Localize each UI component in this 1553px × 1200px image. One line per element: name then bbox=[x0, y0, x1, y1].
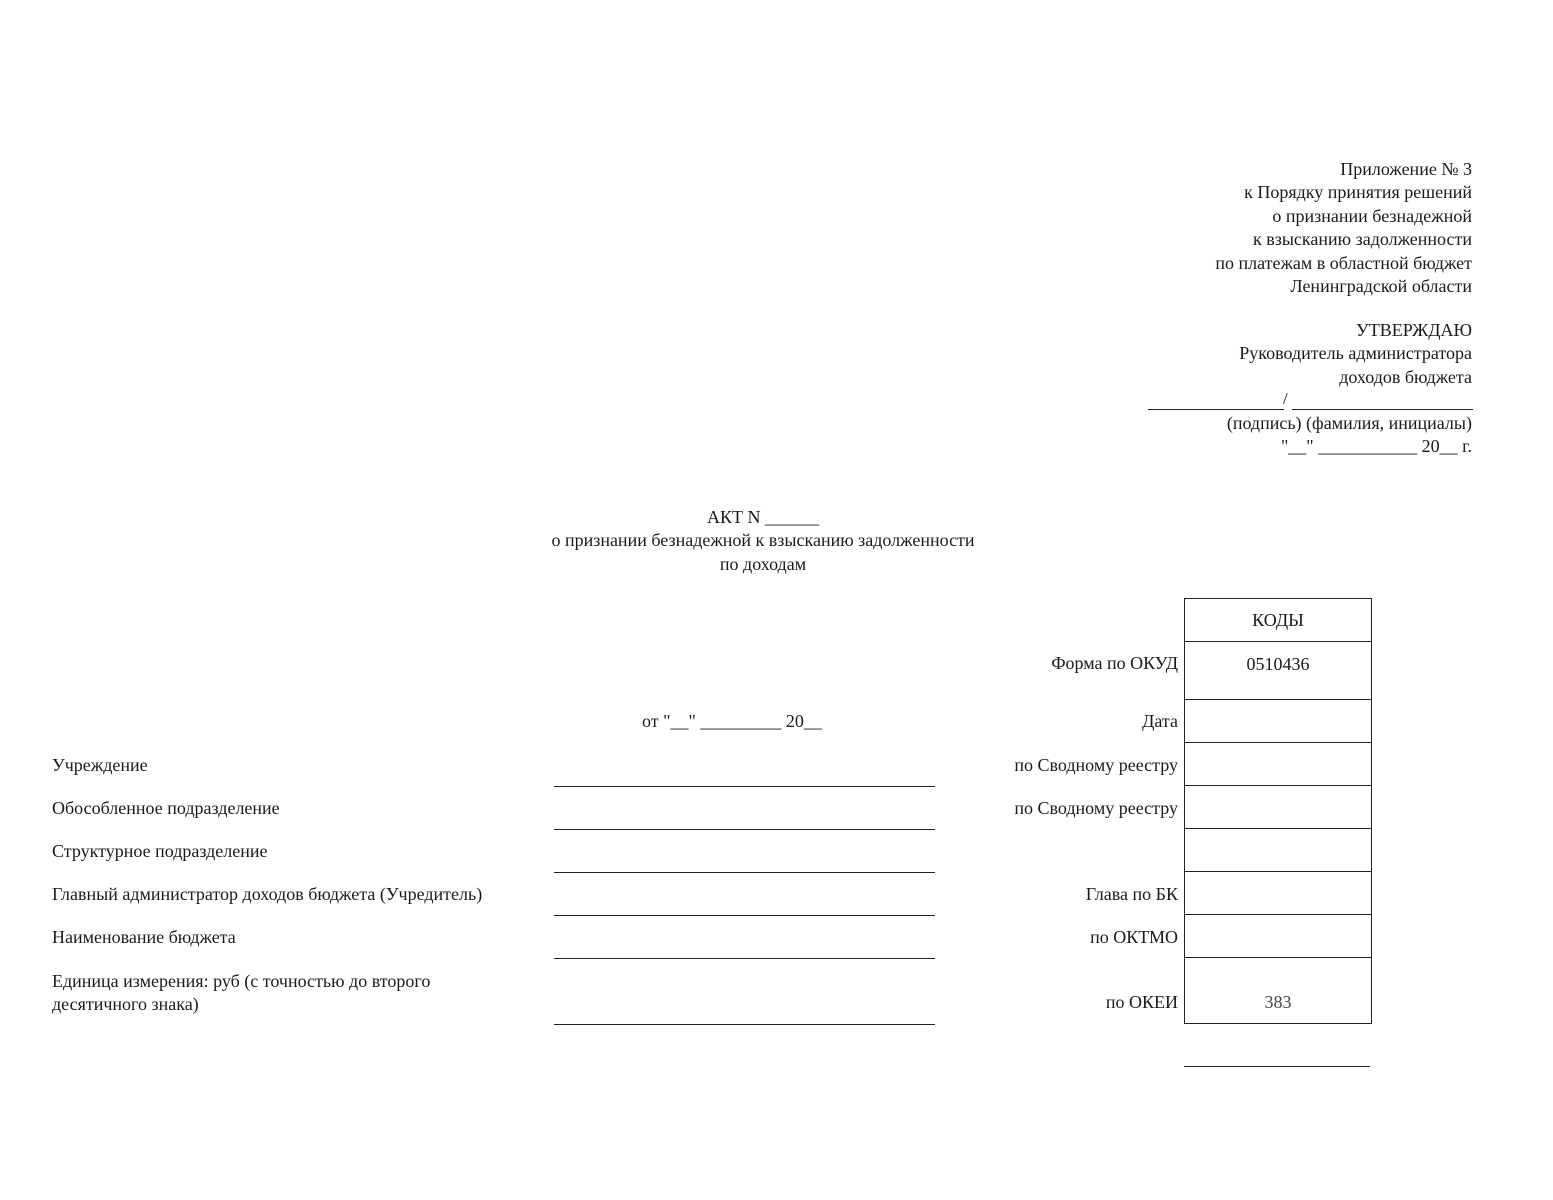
field-label-institution: Учреждение bbox=[52, 755, 148, 775]
appendix-line: о признании безнадежной bbox=[1272, 205, 1472, 226]
field-line-chief-administrator[interactable] bbox=[554, 915, 935, 916]
appendix-line: к Порядку принятия решений bbox=[1244, 182, 1472, 203]
code-label-date: Дата bbox=[1142, 711, 1178, 731]
approval-block bbox=[1239, 319, 1472, 389]
field-label-structural-division: Структурное подразделение bbox=[52, 841, 268, 861]
signature-caption: (подпись) (фамилия, инициалы) bbox=[1226, 413, 1472, 433]
code-label-registry: по Сводному реестру bbox=[1014, 755, 1178, 775]
name-underline bbox=[1292, 409, 1473, 410]
act-title-line: о признании безнадежной к взысканию задолженности bbox=[551, 530, 975, 551]
code-label-chapter-bk: Глава по БК bbox=[1085, 884, 1178, 904]
code-label-registry-2: по Сводному реестру bbox=[1014, 798, 1178, 818]
field-line-institution[interactable] bbox=[554, 786, 935, 787]
field-label-unit-line: Единица измерения: руб (с точностью до второго bbox=[52, 971, 431, 991]
appendix-line: к взысканию задолженности bbox=[1252, 229, 1472, 250]
approval-role: доходов бюджета bbox=[1339, 366, 1472, 387]
code-cell-oktmo[interactable] bbox=[1185, 915, 1371, 958]
code-cell-registry-2[interactable] bbox=[1185, 786, 1371, 829]
signature-line bbox=[1148, 389, 1473, 411]
appendix-block bbox=[1215, 158, 1472, 298]
code-cell-chapter-bk[interactable] bbox=[1185, 872, 1371, 915]
code-cell-okei: 383 bbox=[1185, 958, 1371, 1024]
appendix-line: Приложение № 3 bbox=[1340, 159, 1472, 179]
act-title-line: по доходам bbox=[719, 553, 807, 574]
field-label-unit-line: десятичного знака) bbox=[52, 994, 199, 1015]
act-title bbox=[463, 506, 1063, 576]
code-label-okud: Форма по ОКУД bbox=[1051, 653, 1178, 673]
appendix-line: по платежам в областной бюджет bbox=[1215, 252, 1472, 273]
act-title-line: АКТ N ______ bbox=[707, 507, 819, 527]
code-label-oktmo: по ОКТМО bbox=[1090, 927, 1178, 947]
field-label-unit bbox=[52, 970, 430, 1017]
approval-date: "__" ___________ 20__ г. bbox=[1280, 436, 1472, 456]
field-line-unit[interactable] bbox=[554, 1024, 935, 1025]
signature-underline bbox=[1148, 409, 1284, 410]
field-line-separate-division[interactable] bbox=[554, 829, 935, 830]
code-cell-registry[interactable] bbox=[1185, 743, 1371, 786]
field-line-budget-name[interactable] bbox=[554, 958, 935, 959]
codes-table bbox=[1184, 598, 1372, 1024]
field-line-structural-division[interactable] bbox=[554, 872, 935, 873]
approval-role: Руководитель администратора bbox=[1239, 343, 1472, 364]
codes-header: КОДЫ bbox=[1185, 599, 1371, 642]
field-label-separate-division: Обособленное подразделение bbox=[52, 798, 280, 818]
field-label-budget-name: Наименование бюджета bbox=[52, 927, 236, 947]
code-cell-date[interactable] bbox=[1185, 700, 1371, 743]
table-tail-line bbox=[1184, 1066, 1370, 1067]
code-cell-blank[interactable] bbox=[1185, 829, 1371, 872]
signature-slash: / bbox=[1283, 389, 1288, 408]
code-cell-okud: 0510436 bbox=[1185, 642, 1371, 700]
field-label-chief-administrator: Главный администратор доходов бюджета (Учредитель) bbox=[52, 884, 483, 904]
code-label-okei: по ОКЕИ bbox=[1105, 992, 1178, 1012]
act-date: от "__" _________ 20__ bbox=[642, 711, 822, 731]
appendix-line: Ленинградской области bbox=[1290, 276, 1472, 297]
approval-heading: УТВЕРЖДАЮ bbox=[1355, 320, 1472, 340]
